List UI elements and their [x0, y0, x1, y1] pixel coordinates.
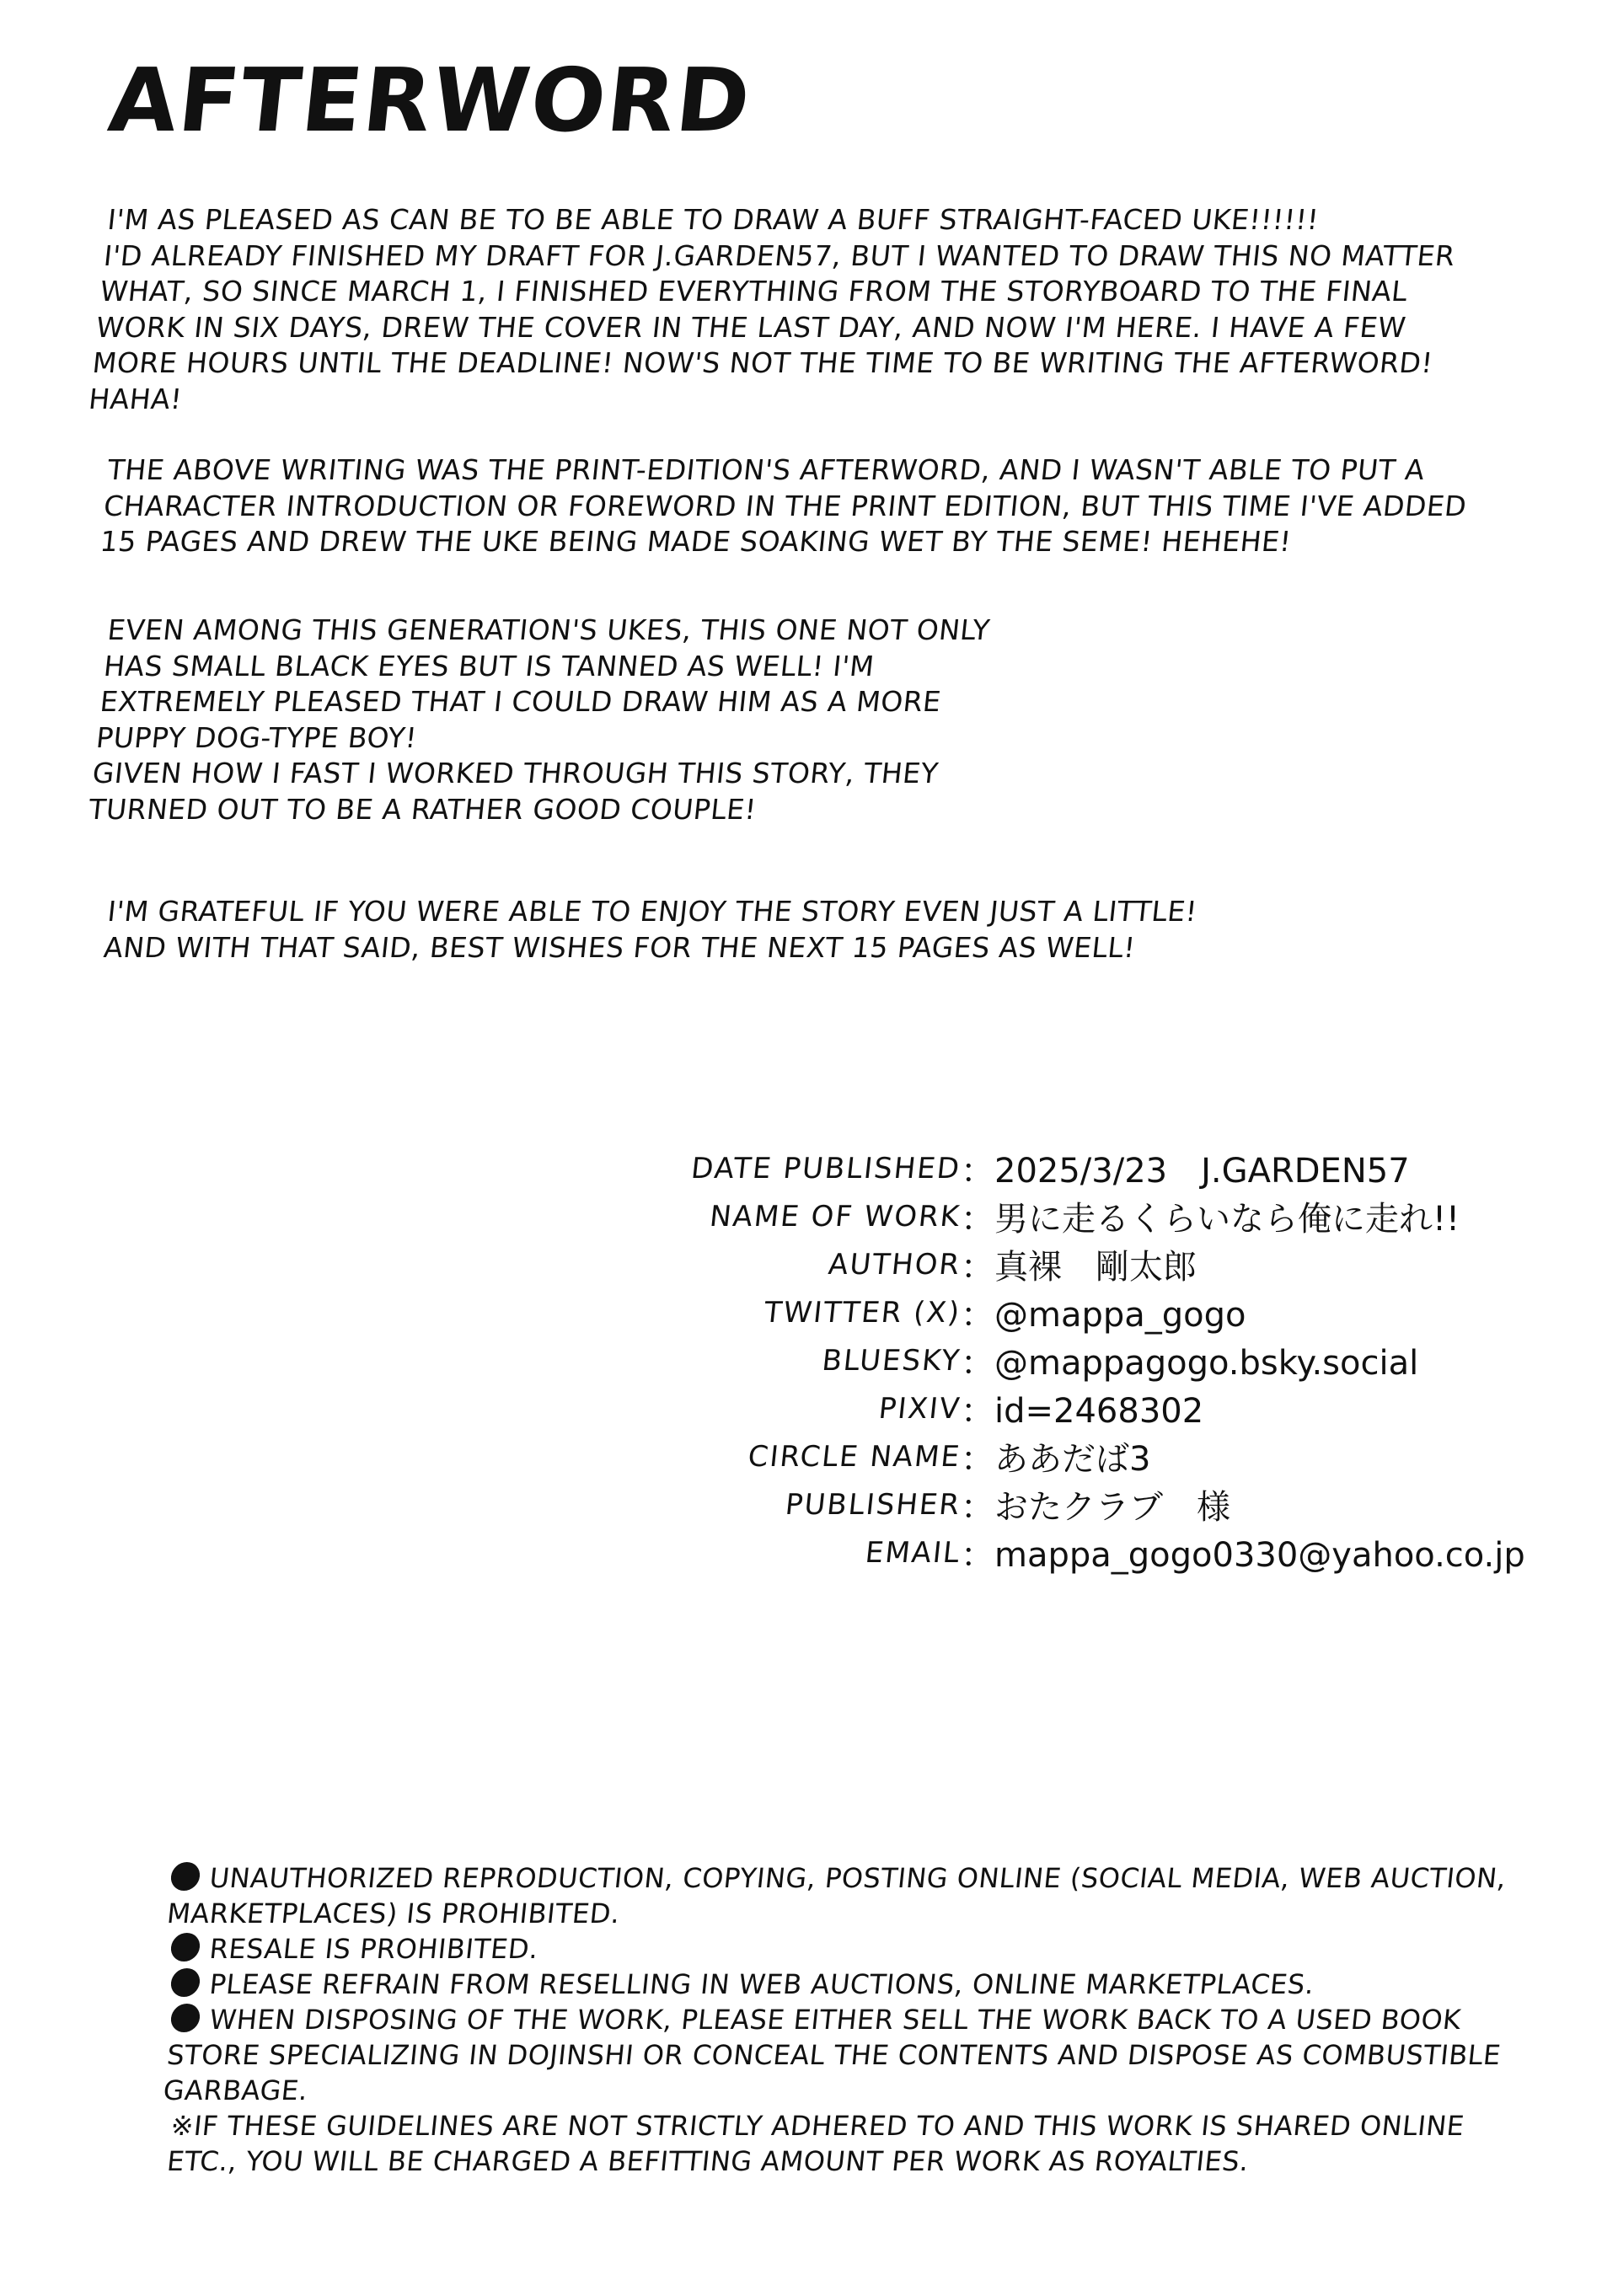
colophon-row-pixiv	[506, 1384, 1542, 1432]
colophon-row-publisher	[506, 1480, 1542, 1528]
colophon-row-date	[506, 1144, 1542, 1192]
colophon-row-author	[506, 1240, 1542, 1288]
notice-item-text: PLEASE REFRAIN FROM RESELLING IN WEB AUCTIONS, ONLINE MARKETPLACES.	[207, 1968, 1316, 2000]
bullet-icon	[169, 1968, 201, 1997]
reference-mark-icon: ※	[169, 2110, 196, 2142]
notice-item	[165, 1860, 1530, 1931]
afterword-paragraph: I'M GRATEFUL IF YOU WERE ABLE TO ENJOY THE STORY EVEN JUST A LITTLE! AND WITH THAT SAID, BEST WISHES FOR THE NEXT 15 PAGES AS WELL!	[102, 895, 1199, 964]
notice-item-text: UNAUTHORIZED REPRODUCTION, COPYING, POSTING ONLINE (SOCIAL MEDIA, WEB AUCTION, MARKETPLACES) IS PROHIBITED.	[165, 1862, 1508, 1929]
colophon-separator: ：	[961, 1392, 994, 1431]
colophon-label: AUTHOR	[827, 1247, 963, 1282]
colophon-label: EMAIL	[863, 1535, 963, 1570]
colophon-separator: ：	[961, 1152, 994, 1191]
colophon-separator: ：	[961, 1248, 994, 1287]
bullet-icon	[169, 2004, 201, 2032]
notice-item	[162, 2002, 1530, 2108]
colophon-separator: ：	[961, 1440, 994, 1479]
colophon-value: mappa_gogo0330@yahoo.co.jp	[994, 1536, 1525, 1575]
colophon-value: ああだば3	[994, 1440, 1151, 1479]
colophon-value: 真裸 剛太郎	[994, 1248, 1197, 1287]
colophon-value: 男に走るくらいなら俺に走れ!!	[994, 1200, 1460, 1239]
notice-item-text: WHEN DISPOSING OF THE WORK, PLEASE EITHER SELL THE WORK BACK TO A USED BOOK STORE SPECIALIZING IN DOJINSHI OR CONCEAL THE CONTENTS AND DISPOSE AS COMBUSTIBLE GARBAGE.	[161, 2004, 1503, 2106]
afterword-paragraph: I'M AS PLEASED AS CAN BE TO BE ABLE TO DRAW A BUFF STRAIGHT-FACED UKE!!!!!! I'D ALREADY FINISHED MY DRAFT FOR J.GARDEN57, BUT I WANTED TO DRAW THIS NO MATTER WHAT, SO SINCE MARCH 1, I FINISHED EVERYTHING FROM THE STORYBOARD TO THE FINAL WORK IN SIX DAYS, DREW THE COVER IN THE LAST DAY, AND NOW I'M HERE. I HAVE A FEW MORE HOURS UNTIL THE DEADLINE! NOW'S NOT THE TIME TO BE WRITING THE AFTERWORD! HAHA!	[87, 203, 1457, 415]
bullet-icon	[169, 1933, 201, 1962]
colophon-separator: ：	[961, 1200, 994, 1239]
colophon-value: @mappagogo.bsky.social	[994, 1344, 1419, 1383]
colophon-value: おたクラブ 様	[994, 1488, 1230, 1527]
colophon-value: id=2468302	[994, 1392, 1204, 1431]
bullet-icon	[169, 1862, 201, 1891]
colophon-label: PIXIV	[876, 1391, 963, 1426]
notice-note	[165, 2108, 1530, 2179]
colophon-separator: ：	[961, 1488, 994, 1527]
colophon-separator: ：	[961, 1344, 994, 1383]
colophon-label: CIRCLE NAME	[746, 1439, 963, 1474]
colophon-label: TWITTER (X)	[762, 1295, 963, 1330]
page-title: AFTERWORD	[104, 49, 757, 152]
colophon-value: @mappa_gogo	[994, 1296, 1246, 1335]
colophon-row-email	[506, 1528, 1542, 1576]
colophon-row-work	[506, 1192, 1542, 1240]
colophon-row-circle	[506, 1432, 1542, 1480]
colophon	[506, 1144, 1542, 1576]
colophon-separator: ：	[961, 1296, 994, 1335]
notice-item-text: RESALE IS PROHIBITED.	[207, 1933, 540, 1965]
afterword-paragraph: EVEN AMONG THIS GENERATION'S UKES, THIS ONE NOT ONLY HAS SMALL BLACK EYES BUT IS TANNED AS WELL! I'M EXTREMELY PLEASED THAT I COULD DRAW HIM AS A MORE PUPPY DOG-TYPE BOY! GIVEN HOW I FAST I WORKED THROUGH THIS STORY, THEY TURNED OUT TO BE A RATHER GOOD COUPLE!	[87, 613, 992, 826]
colophon-row-twitter	[506, 1288, 1542, 1336]
colophon-row-bluesky	[506, 1336, 1542, 1384]
colophon-label: NAME OF WORK	[708, 1199, 963, 1234]
colophon-label: DATE PUBLISHED	[689, 1151, 963, 1185]
colophon-value: 2025/3/23 J.GARDEN57	[994, 1152, 1410, 1191]
notice-item	[169, 1967, 1530, 2002]
colophon-label: BLUESKY	[820, 1343, 963, 1378]
afterword-paragraph: THE ABOVE WRITING WAS THE PRINT-EDITION'S AFTERWORD, AND I WASN'T ABLE TO PUT A CHARACTER INTRODUCTION OR FOREWORD IN THE PRINT EDITION, BUT THIS TIME I'VE ADDED 15 PAGES AND DREW THE UKE BEING MADE SOAKING WET BY THE SEME! HEHEHE!	[98, 453, 1469, 558]
notice-note-text: IF THESE GUIDELINES ARE NOT STRICTLY ADHERED TO AND THIS WORK IS SHARED ONLINE ETC., YOU WILL BE CHARGED A BEFITTING AMOUNT PER WORK AS ROYALTIES.	[165, 2110, 1466, 2177]
copyright-notice	[161, 1860, 1530, 2179]
colophon-separator: ：	[961, 1536, 994, 1575]
notice-item	[169, 1931, 1530, 1967]
colophon-label: PUBLISHER	[783, 1487, 963, 1522]
